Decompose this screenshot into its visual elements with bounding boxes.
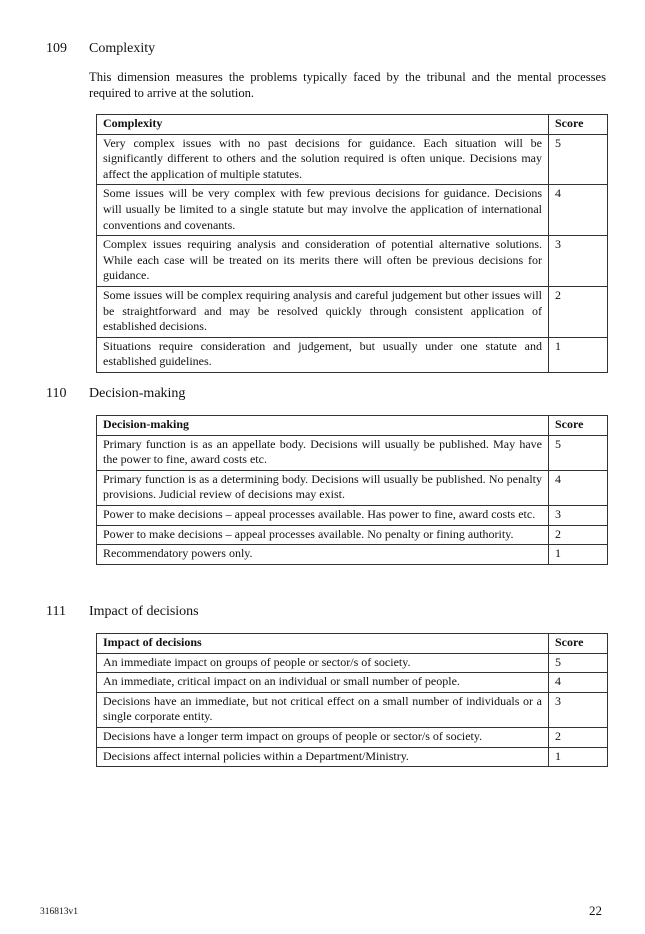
section-title: Decision-making — [89, 386, 186, 401]
section-title: Complexity — [89, 41, 156, 56]
column-header-criteria: Impact of decisions — [97, 634, 549, 654]
row-description: Power to make decisions – appeal processes available. No penalty or fining authority. — [97, 525, 549, 545]
table-row — [97, 505, 608, 525]
table-header-row — [97, 416, 608, 436]
table-header-row — [97, 115, 608, 135]
row-description: An immediate, critical impact on an individual or small number of people. — [97, 673, 549, 693]
row-description: Primary function is as an appellate body. Decisions will usually be published. May have the power to fine, award costs etc. — [97, 435, 549, 470]
table-row — [97, 525, 608, 545]
table-row — [97, 185, 608, 236]
section-title: Impact of decisions — [89, 604, 199, 619]
row-score: 5 — [549, 653, 608, 673]
section-number: 111 — [46, 604, 66, 619]
table-header-row — [97, 634, 608, 654]
section-number: 109 — [46, 41, 67, 56]
row-score: 4 — [549, 673, 608, 693]
section-heading-109 — [46, 41, 155, 57]
table-row — [97, 692, 608, 727]
row-score: 2 — [549, 286, 608, 337]
table-row — [97, 134, 608, 185]
row-score: 2 — [549, 525, 608, 545]
table-row — [97, 545, 608, 565]
row-score: 1 — [549, 545, 608, 565]
column-header-score: Score — [549, 416, 608, 436]
table-row — [97, 653, 608, 673]
row-description: Decisions have a longer term impact on groups of people or sector/s of society. — [97, 727, 549, 747]
column-header-criteria: Complexity — [97, 115, 549, 135]
row-score: 4 — [549, 470, 608, 505]
section-heading-111 — [46, 604, 199, 620]
row-description: Situations require consideration and judgement, but usually under one statute and established guidelines. — [97, 337, 549, 372]
row-description: Primary function is as a determining body. Decisions will usually be published. No penalty provisions. Judicial review of decisions may exist. — [97, 470, 549, 505]
table-row — [97, 673, 608, 693]
table-row — [97, 236, 608, 287]
row-description: Some issues will be very complex with few previous decisions for guidance. Decisions will usually be limited to a single statute but may involve the application of international conventions and covenants. — [97, 185, 549, 236]
row-description: Recommendatory powers only. — [97, 545, 549, 565]
section-number: 110 — [46, 386, 67, 401]
impact-of-decisions-table — [96, 633, 608, 767]
row-score: 5 — [549, 435, 608, 470]
row-description: Decisions affect internal policies within a Department/Ministry. — [97, 747, 549, 767]
table-row — [97, 435, 608, 470]
row-score: 5 — [549, 134, 608, 185]
row-description: Power to make decisions – appeal processes available. Has power to fine, award costs etc. — [97, 505, 549, 525]
table-row — [97, 747, 608, 767]
table-row — [97, 337, 608, 372]
row-description: An immediate impact on groups of people or sector/s of society. — [97, 653, 549, 673]
row-description: Very complex issues with no past decisions for guidance. Each situation will be significantly different to others and the solution required is often unique. Decisions may affect the application of multiple statutes. — [97, 134, 549, 185]
row-score: 3 — [549, 692, 608, 727]
row-description: Complex issues requiring analysis and consideration of potential alternative solutions. While each case will be treated on its merits there will often be previous decisions for guidance. — [97, 236, 549, 287]
table-row — [97, 286, 608, 337]
row-description: Decisions have an immediate, but not critical effect on a small number of individuals or a single corporate entity. — [97, 692, 549, 727]
decision-making-table — [96, 415, 608, 565]
row-score: 4 — [549, 185, 608, 236]
document-id: 316813v1 — [40, 907, 78, 917]
column-header-score: Score — [549, 115, 608, 135]
row-score: 1 — [549, 337, 608, 372]
table-row — [97, 470, 608, 505]
table-row — [97, 727, 608, 747]
row-score: 1 — [549, 747, 608, 767]
complexity-table — [96, 114, 608, 373]
row-score: 3 — [549, 505, 608, 525]
section-heading-110 — [46, 386, 185, 402]
column-header-criteria: Decision-making — [97, 416, 549, 436]
column-header-score: Score — [549, 634, 608, 654]
row-description: Some issues will be complex requiring analysis and careful judgement but other issues will be straightforward and may be resolved quickly through consistent application of established decisions. — [97, 286, 549, 337]
row-score: 3 — [549, 236, 608, 287]
section-intro: This dimension measures the problems typically faced by the tribunal and the mental processes required to arrive at the solution. — [89, 70, 606, 100]
page-number: 22 — [589, 903, 602, 918]
row-score: 2 — [549, 727, 608, 747]
